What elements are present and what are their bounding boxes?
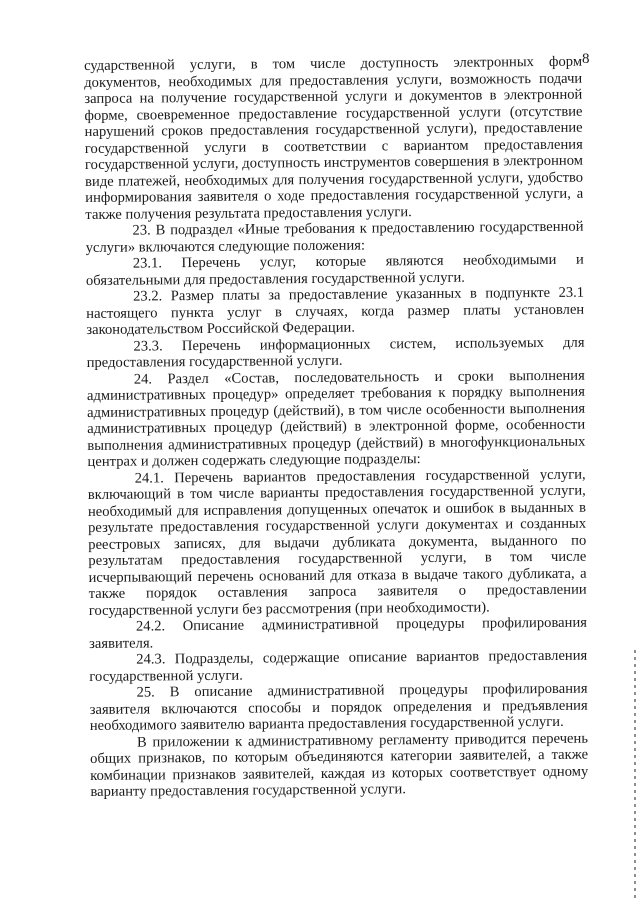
scan-edge-mark [634,650,636,900]
paragraph: 23.1. Перечень услуг, которые являются необходимыми и обязательными для предоставления государственной услуги. [85,251,584,289]
paragraph: 23.3. Перечень информационных систем, используемых для предоставления государственной услуги. [86,334,585,371]
paragraph: 24.1. Перечень вариантов предоставления государственной услуги, включающий в том числе варианты предоставления государственной услуги, необходимый для исправления допущенных опечаток и ошибок в выданных в результате предоставления государственной услуги документах и созданных реестровых записях, для выдачи дубликата документа, выданного по результатам предоставления государственной услуги, в том числе исчерпывающий перечень оснований для отказа в выдаче такого дубликата, а также порядок оставления запроса заявителя о предоставлении государственной услуги без рассмотрения (при необходимости). [87,466,587,619]
paragraph: сударственной услуги, в том числе доступность электронных форм документов, необходимых для предоставления услуги, возможность подачи запроса на получение государственной услуги и документов в электронной форме, своевременное предоставление государственной услуги (отсутствие нарушений сроков предоставления государственной услуги), предоставление государственной услуги в соответствии с вариантом предоставления государственной услуги, доступность инструментов совершения в электронном виде платежей, необходимых для получения государственной услуги, удобство информирования заявителя о ходе предоставления государственной услуги, а также получения результата предоставления услуги. [84,53,584,223]
paragraph: 23. В подраздел «Иные требования к предоставлению государственной услуги» включаются следующие положения: [85,218,584,256]
paragraph: 24. Раздел «Состав, последовательность и сроки выполнения административных процедур» определяет требования к порядку выполнения административных процедур (действий), в том числе особенности выполнения административных процедур (действий) в электронной форме, особенности выполнения административных процедур (действий) в многофункциональных центрах и должен содержать следующие подразделы: [86,367,586,470]
paragraph: В приложении к административному регламенту приводится перечень общих признаков, по которым объединяются категории заявителей, а также комбинации признаков заявителей, каждая из которых соответствует одному варианту предоставления государственной услуги. [90,730,589,800]
paragraph: 24.3. Подразделы, содержащие описание вариантов предоставления государственной услуги. [89,647,588,685]
document-body [84,54,588,801]
paragraph: 23.2. Размер платы за предоставление указанных в подпункте 23.1 настоящего пункта услуг в случаях, когда размер платы установлен законодательством Российской Федерации. [86,284,585,338]
page-number: 8 [582,51,590,67]
paragraph: 24.2. Описание административной процедуры профилирования заявителя. [89,614,588,652]
paragraph: 25. В описание административной процедуры профилирования заявителя включаются способы и порядок определения и предъявления необходимого заявителю варианта предоставления государственной услуги. [89,680,588,734]
